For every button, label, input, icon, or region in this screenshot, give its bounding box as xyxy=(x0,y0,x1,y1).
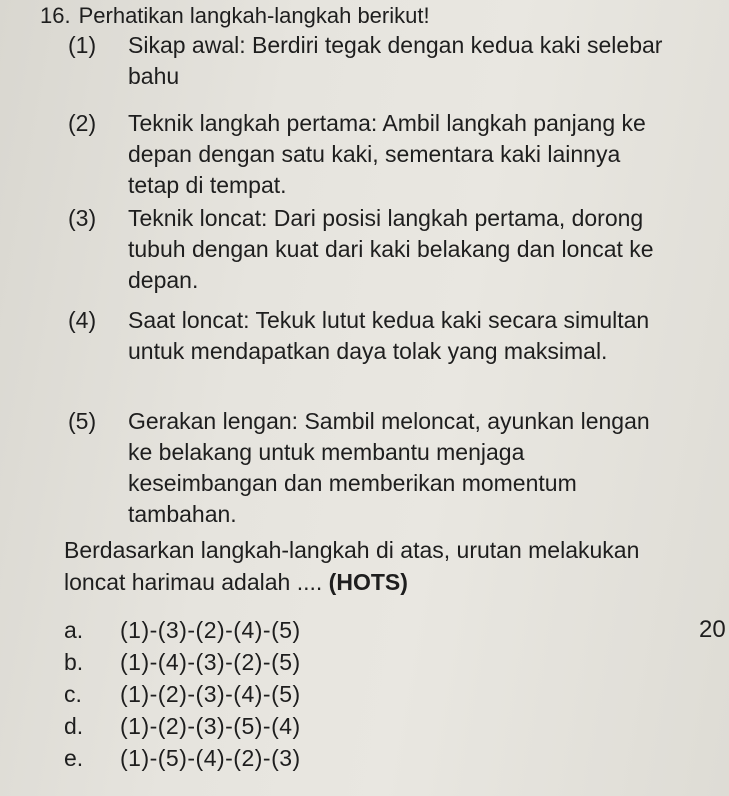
step-number: (5) xyxy=(68,408,97,434)
hots-tag: (HOTS) xyxy=(328,569,408,595)
question-header xyxy=(40,2,430,30)
option-value: (1)-(5)-(4)-(2)-(3) xyxy=(120,745,301,771)
option-b[interactable] xyxy=(64,646,624,678)
step-text: Teknik langkah pertama: Ambil langkah panjang ke depan dengan satu kaki, sementara kaki lainnya tetap di tempat. xyxy=(128,110,646,198)
step-number: (1) xyxy=(68,32,97,58)
option-d[interactable] xyxy=(64,710,624,742)
step-text: Teknik loncat: Dari posisi langkah pertama, dorong tubuh dengan kuat dari kaki belakang dan loncat ke depan. xyxy=(128,205,654,293)
answer-options xyxy=(64,614,624,774)
step-2 xyxy=(68,108,668,201)
step-number: (2) xyxy=(68,110,97,136)
option-letter: b. xyxy=(64,649,84,675)
option-letter: c. xyxy=(64,681,82,707)
option-value: (1)-(3)-(2)-(4)-(5) xyxy=(120,617,301,643)
step-text: Sikap awal: Berdiri tegak dengan kedua kaki selebar bahu xyxy=(128,32,663,89)
stem-text: Berdasarkan langkah-langkah di atas, urutan melakukan loncat harimau adalah .... xyxy=(64,537,640,595)
step-text: Gerakan lengan: Sambil meloncat, ayunkan lengan ke belakang untuk membantu menjaga keseimbangan dan memberikan momentum tambahan. xyxy=(128,408,650,527)
option-a[interactable] xyxy=(64,614,624,646)
step-1 xyxy=(68,30,668,92)
option-value: (1)-(2)-(3)-(5)-(4) xyxy=(120,713,301,739)
step-text: Saat loncat: Tekuk lutut kedua kaki secara simultan untuk mendapatkan daya tolak yang maksimal. xyxy=(128,307,650,364)
option-c[interactable] xyxy=(64,678,624,710)
step-5 xyxy=(68,406,668,530)
step-number: (4) xyxy=(68,307,97,333)
margin-number: 20 xyxy=(699,616,726,643)
option-letter: a. xyxy=(64,617,84,643)
option-letter: e. xyxy=(64,745,84,771)
option-value: (1)-(4)-(3)-(2)-(5) xyxy=(120,649,301,675)
question-stem xyxy=(64,534,684,598)
step-4 xyxy=(68,305,668,367)
question-number: 16. xyxy=(40,3,71,28)
option-e[interactable] xyxy=(64,742,624,774)
question-intro: Perhatikan langkah-langkah berikut! xyxy=(78,3,430,28)
step-3 xyxy=(68,203,668,296)
option-letter: d. xyxy=(64,713,84,739)
step-number: (3) xyxy=(68,205,97,231)
option-value: (1)-(2)-(3)-(4)-(5) xyxy=(120,681,301,707)
